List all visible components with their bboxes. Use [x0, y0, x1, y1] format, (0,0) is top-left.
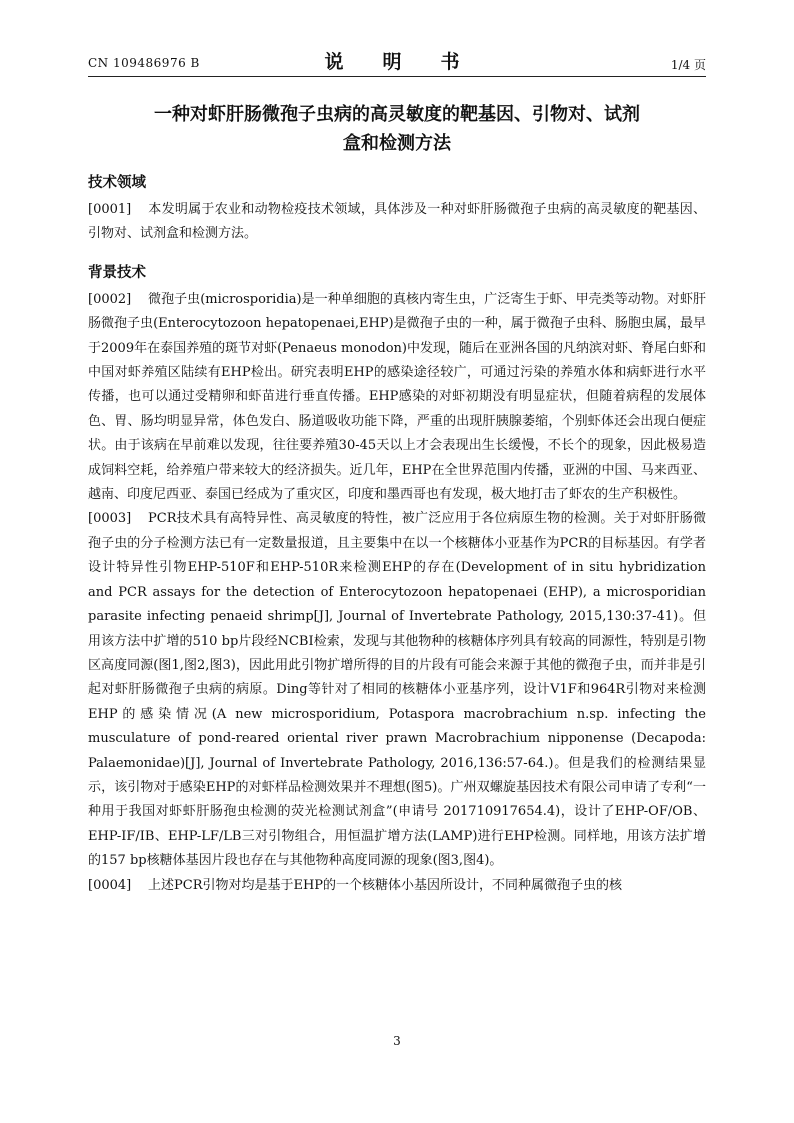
- document-title: [100, 100, 694, 158]
- paragraph-0002: [88, 288, 706, 508]
- paragraph-number: [0004]: [88, 877, 132, 893]
- title-line: 盒和检测方法: [343, 133, 451, 154]
- title-line: 一种对虾肝肠微孢子虫病的高灵敏度的靶基因、引物对、试剂: [154, 104, 640, 125]
- document-body: [88, 173, 706, 898]
- paragraph-number: [0001]: [88, 202, 132, 217]
- page-number: 3: [393, 1034, 401, 1048]
- paragraph-text: 微孢子虫(microsporidia)是一种单细胞的真核内寄生虫，广泛寄生于虾、甲壳类等动物。对虾肝肠微孢子虫(Enterocytozoon hepatopenaei,EHP)是微孢子虫的一种，属于微孢子虫科、肠胞虫属，最早于2009年在泰国养殖的斑节对虾(Penaeus monodon)中发现，随后在亚洲各国的凡纳滨对虾、脊尾白虾和中国对虾养殖区陆续有EHP检出。研究表明EHP的感染途径较广，可通过污染的养殖水体和病虾进行水平传播，也可以通过受精卵和虾苗进行垂直传播。EHP感染的对虾初期没有明显症状，但随着病程的发展体色、胃、肠均明显异常，体色发白、肠道吸收功能下降，严重的出现肝胰腺萎缩，个别虾体还会出现白便症状。由于该病在早前难以发现，往往要养殖30-45天以上才会表现出生长缓慢，不长个的现象，因此极易造成饲料空耗，给养殖户带来较大的经济损失。近几年，EHP在全世界范围内传播，亚洲的中国、马来西亚、越南、印度尼西亚、泰国已经成为了重灾区，印度和墨西哥也有发现，极大地打击了虾农的生产积极性。: [88, 291, 706, 503]
- section-heading-background: 背景技术: [88, 264, 146, 281]
- paragraph-number: [0002]: [88, 291, 132, 307]
- paragraph-text: 上述PCR引物对均是基于EHP的一个核糖体小基因所设计，不同种属微孢子虫的核: [148, 877, 623, 893]
- paragraph-0004: [88, 874, 706, 898]
- paragraph-0001: [88, 198, 706, 247]
- paragraph-text: PCR技术具有高特异性、高灵敏度的特性，被广泛应用于各位病原生物的检测。关于对虾肝肠微孢子虫的分子检测方法已有一定数量报道，且主要集中在以一个核糖体小亚基作为PCR的目标基因。有学者设计特异性引物EHP-510F和EHP-510R来检测EHP的存在(Development of in situ hybridization and PCR assays for the detection of Enterocytozoon hepatopenaei (EHP), a microsporidian parasite infecting penaeid shrimp[J], Journal of Invertebrate Pathology, 2015,130:37-41)。但用该方法中扩增的510 bp片段经NCBI检索，发现与其他物种的核糖体序列具有较高的同源性，特别是引物区高度同源(图1,图2,图3)，因此用此引物扩增所得的目的片段有可能会来源于其他的微孢子虫，而并非是引起对虾肝肠微孢子虫病的病原。Ding等针对了相同的核糖体小亚基序列，设计V1F和964R引物对来检测EHP的感染情况(A new microsporidium, Potaspora macrobrachium n.sp. infecting the musculature of pond-reared oriental river prawn Macrobrachium nipponense (Decapoda: Palaemonidae)[J], Journal of Invertebrate Pathology, 2016,136:57-64.)。但是我们的检测结果显示，该引物对于感染EHP的对虾样品检测效果并不理想(图5)。广州双螺旋基因技术有限公司申请了专利“一种用于我国对虾虾肝肠孢虫检测的荧光检测试剂盒”(申请号 201710917654.4)，设计了EHP-OF/OB、EHP-IF/IB、EHP-LF/LB三对引物组合，用恒温扩增方法(LAMP)进行EHP检测。同样地，用该方法扩增的157 bp核糖体基因片段也存在与其他物种高度同源的现象(图3,图4)。: [88, 511, 706, 869]
- document-type: 说 明 书: [324, 51, 470, 73]
- paragraph-0003: [88, 507, 706, 873]
- paragraph-text: 本发明属于农业和动物检疫技术领域，具体涉及一种对虾肝肠微孢子虫病的高灵敏度的靶基因、引物对、试剂盒和检测方法。: [88, 202, 706, 242]
- section-heading-technical-field: 技术领域: [88, 175, 146, 191]
- page-header: [88, 46, 706, 77]
- paragraph-number: [0003]: [88, 511, 132, 527]
- patent-number: CN 109486976 B: [88, 56, 200, 70]
- page-info: 1/4 页: [670, 58, 706, 72]
